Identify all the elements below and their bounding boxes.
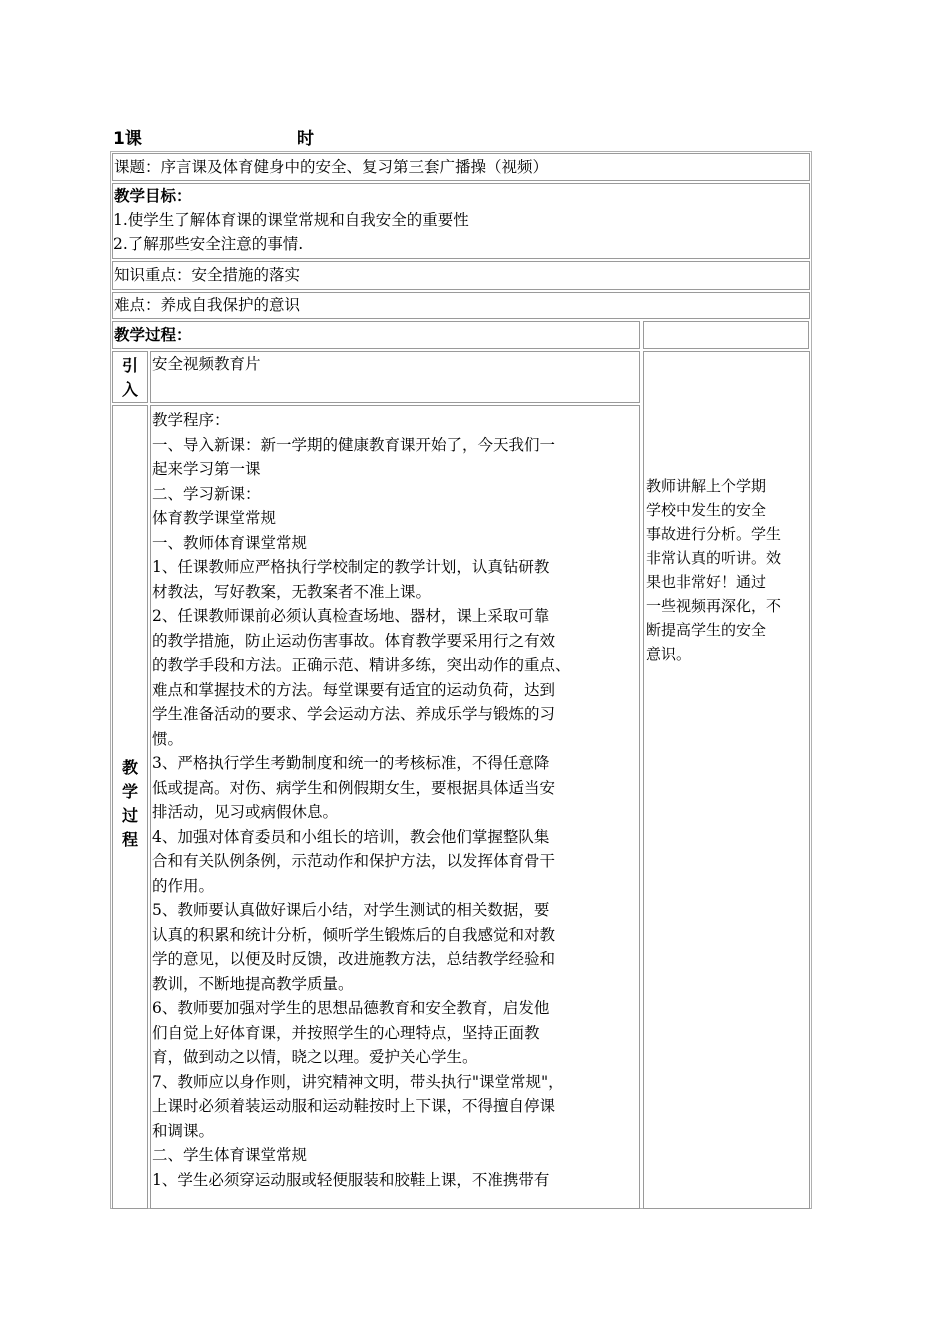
process-body <box>151 408 639 1208</box>
objectives-title: 教学目标： <box>114 187 192 205</box>
process-title: 教学过程： <box>114 326 192 344</box>
topic-text: 课题：序言课及体育健身中的安全、复习第三套广播操（视频） <box>114 158 549 176</box>
process-line: 二、学生体育课堂常规 <box>152 1146 308 1164</box>
process-line: 的作用。 <box>152 876 215 895</box>
process-line: 学生准备活动的要求、学会运动方法、养成乐学与锻炼的习 <box>152 705 556 723</box>
process-line: 育，做到动之以情，晓之以理。爱护关心学生。 <box>152 1048 478 1066</box>
teacher-note-line: 意识。 <box>646 645 692 663</box>
process-line: 4、加强对体育委员和小组长的培训，教会他们掌握整队集 <box>152 827 550 846</box>
teacher-note-line: 事故进行分析。学生 <box>646 525 782 543</box>
teacher-note-line: 一些视频再深化，不 <box>646 597 782 615</box>
process-line: 难点和掌握技术的方法。每堂课要有适宜的运动负荷，达到 <box>152 680 556 699</box>
process-line: 认真的积累和统计分析，倾听学生锻炼后的自我感觉和对教 <box>152 925 556 944</box>
process-line: 6、教师要加强对学生的思想品德教育和安全教育，启发他 <box>152 999 550 1017</box>
topic-row <box>112 153 810 181</box>
process-line: 1、学生必须穿运动服或轻便服装和胶鞋上课，不准携带有 <box>152 1170 550 1189</box>
process-line: 和调课。 <box>152 1121 215 1140</box>
process-line: 合和有关队例条例，示范动作和保护方法，以发挥体育骨干 <box>152 852 556 870</box>
lesson-number-label: 1课 <box>113 129 142 149</box>
process-line: 排活动，见习或病假休息。 <box>152 803 339 821</box>
process-line: 材教法，写好教案，无教案者不准上课。 <box>152 582 432 601</box>
process-title-cell <box>112 321 640 349</box>
process-line: 7、教师应以身作则，讲究精神文明，带头执行"课堂常规"， <box>152 1072 564 1091</box>
process-line: 学的意见，以便及时反馈，改进施教方法，总结教学经验和 <box>152 950 556 968</box>
process-line: 1、任课教师应严格执行学校制定的教学计划，认真钻研教 <box>152 558 550 576</box>
intro-content: 安全视频教育片 <box>152 355 261 373</box>
teacher-note-cell <box>643 351 810 1209</box>
intro-content-cell <box>150 351 640 403</box>
process-line: 的教学措施，防止运动伤害事故。体育教学要采用行之有效 <box>152 631 556 650</box>
process-line: 教学程序： <box>152 411 230 429</box>
process-line: 5、教师要认真做好课后小结，对学生测试的相关数据，要 <box>152 901 550 919</box>
process-content-cell <box>150 405 640 1209</box>
difficulty-row <box>112 292 810 319</box>
process-line: 们自觉上好体育课，并按照学生的心理特点，坚持正面教 <box>152 1023 540 1042</box>
teacher-note-line: 教师讲解上个学期 <box>646 477 767 495</box>
intro-label <box>113 354 147 402</box>
lesson-heading <box>113 124 314 150</box>
process-line: 二、学习新课： <box>152 484 261 503</box>
teacher-note-line: 非常认真的听讲。效 <box>646 549 782 567</box>
key-point-row <box>112 261 810 290</box>
teacher-note-line: 学校中发生的安全 <box>646 501 767 519</box>
process-line: 一、导入新课：新一学期的健康教育课开始了，今天我们一 <box>152 435 556 454</box>
objective-item: 1.使学生了解体育课的课堂常规和自我安全的重要性 <box>113 211 469 229</box>
process-label-cell <box>112 405 148 1209</box>
process-line: 惯。 <box>152 729 184 748</box>
process-line: 2、任课教师课前必须认真检查场地、器材，课上采取可靠 <box>152 607 550 625</box>
process-line: 起来学习第一课 <box>152 460 261 478</box>
process-line: 一、教师体育课堂常规 <box>152 533 308 552</box>
teacher-note-line: 果也非常好！通过 <box>646 573 767 591</box>
intro-label-text: 引入 <box>121 356 138 399</box>
process-label <box>113 756 147 852</box>
intro-label-cell <box>112 351 148 403</box>
notes-header-cell <box>643 321 809 349</box>
key-point-text: 知识重点：安全措施的落实 <box>114 266 301 284</box>
process-line: 教训，不断地提高教学质量。 <box>152 974 354 993</box>
process-line: 低或提高。对伤、病学生和例假期女生，要根据具体适当安 <box>152 778 556 797</box>
process-line: 上课时必须着装运动服和运动鞋按时上下课，不得擅自停课 <box>152 1097 556 1115</box>
objectives-row <box>112 183 810 259</box>
objective-item: 2.了解那些安全注意的事情. <box>113 235 304 253</box>
process-line: 的教学手段和方法。正确示范、精讲多练，突出动作的重点、 <box>152 656 571 674</box>
process-label-text: 教学过程 <box>121 758 138 849</box>
teacher-note-line: 断提高学生的安全 <box>646 621 767 639</box>
teacher-note <box>646 474 809 666</box>
process-line: 3、严格执行学生考勤制度和统一的考核标准，不得任意降 <box>152 754 550 772</box>
process-line: 体育教学课堂常规 <box>152 509 277 527</box>
lesson-unit-label: 时 <box>297 129 314 149</box>
difficulty-text: 难点：养成自我保护的意识 <box>114 296 301 314</box>
